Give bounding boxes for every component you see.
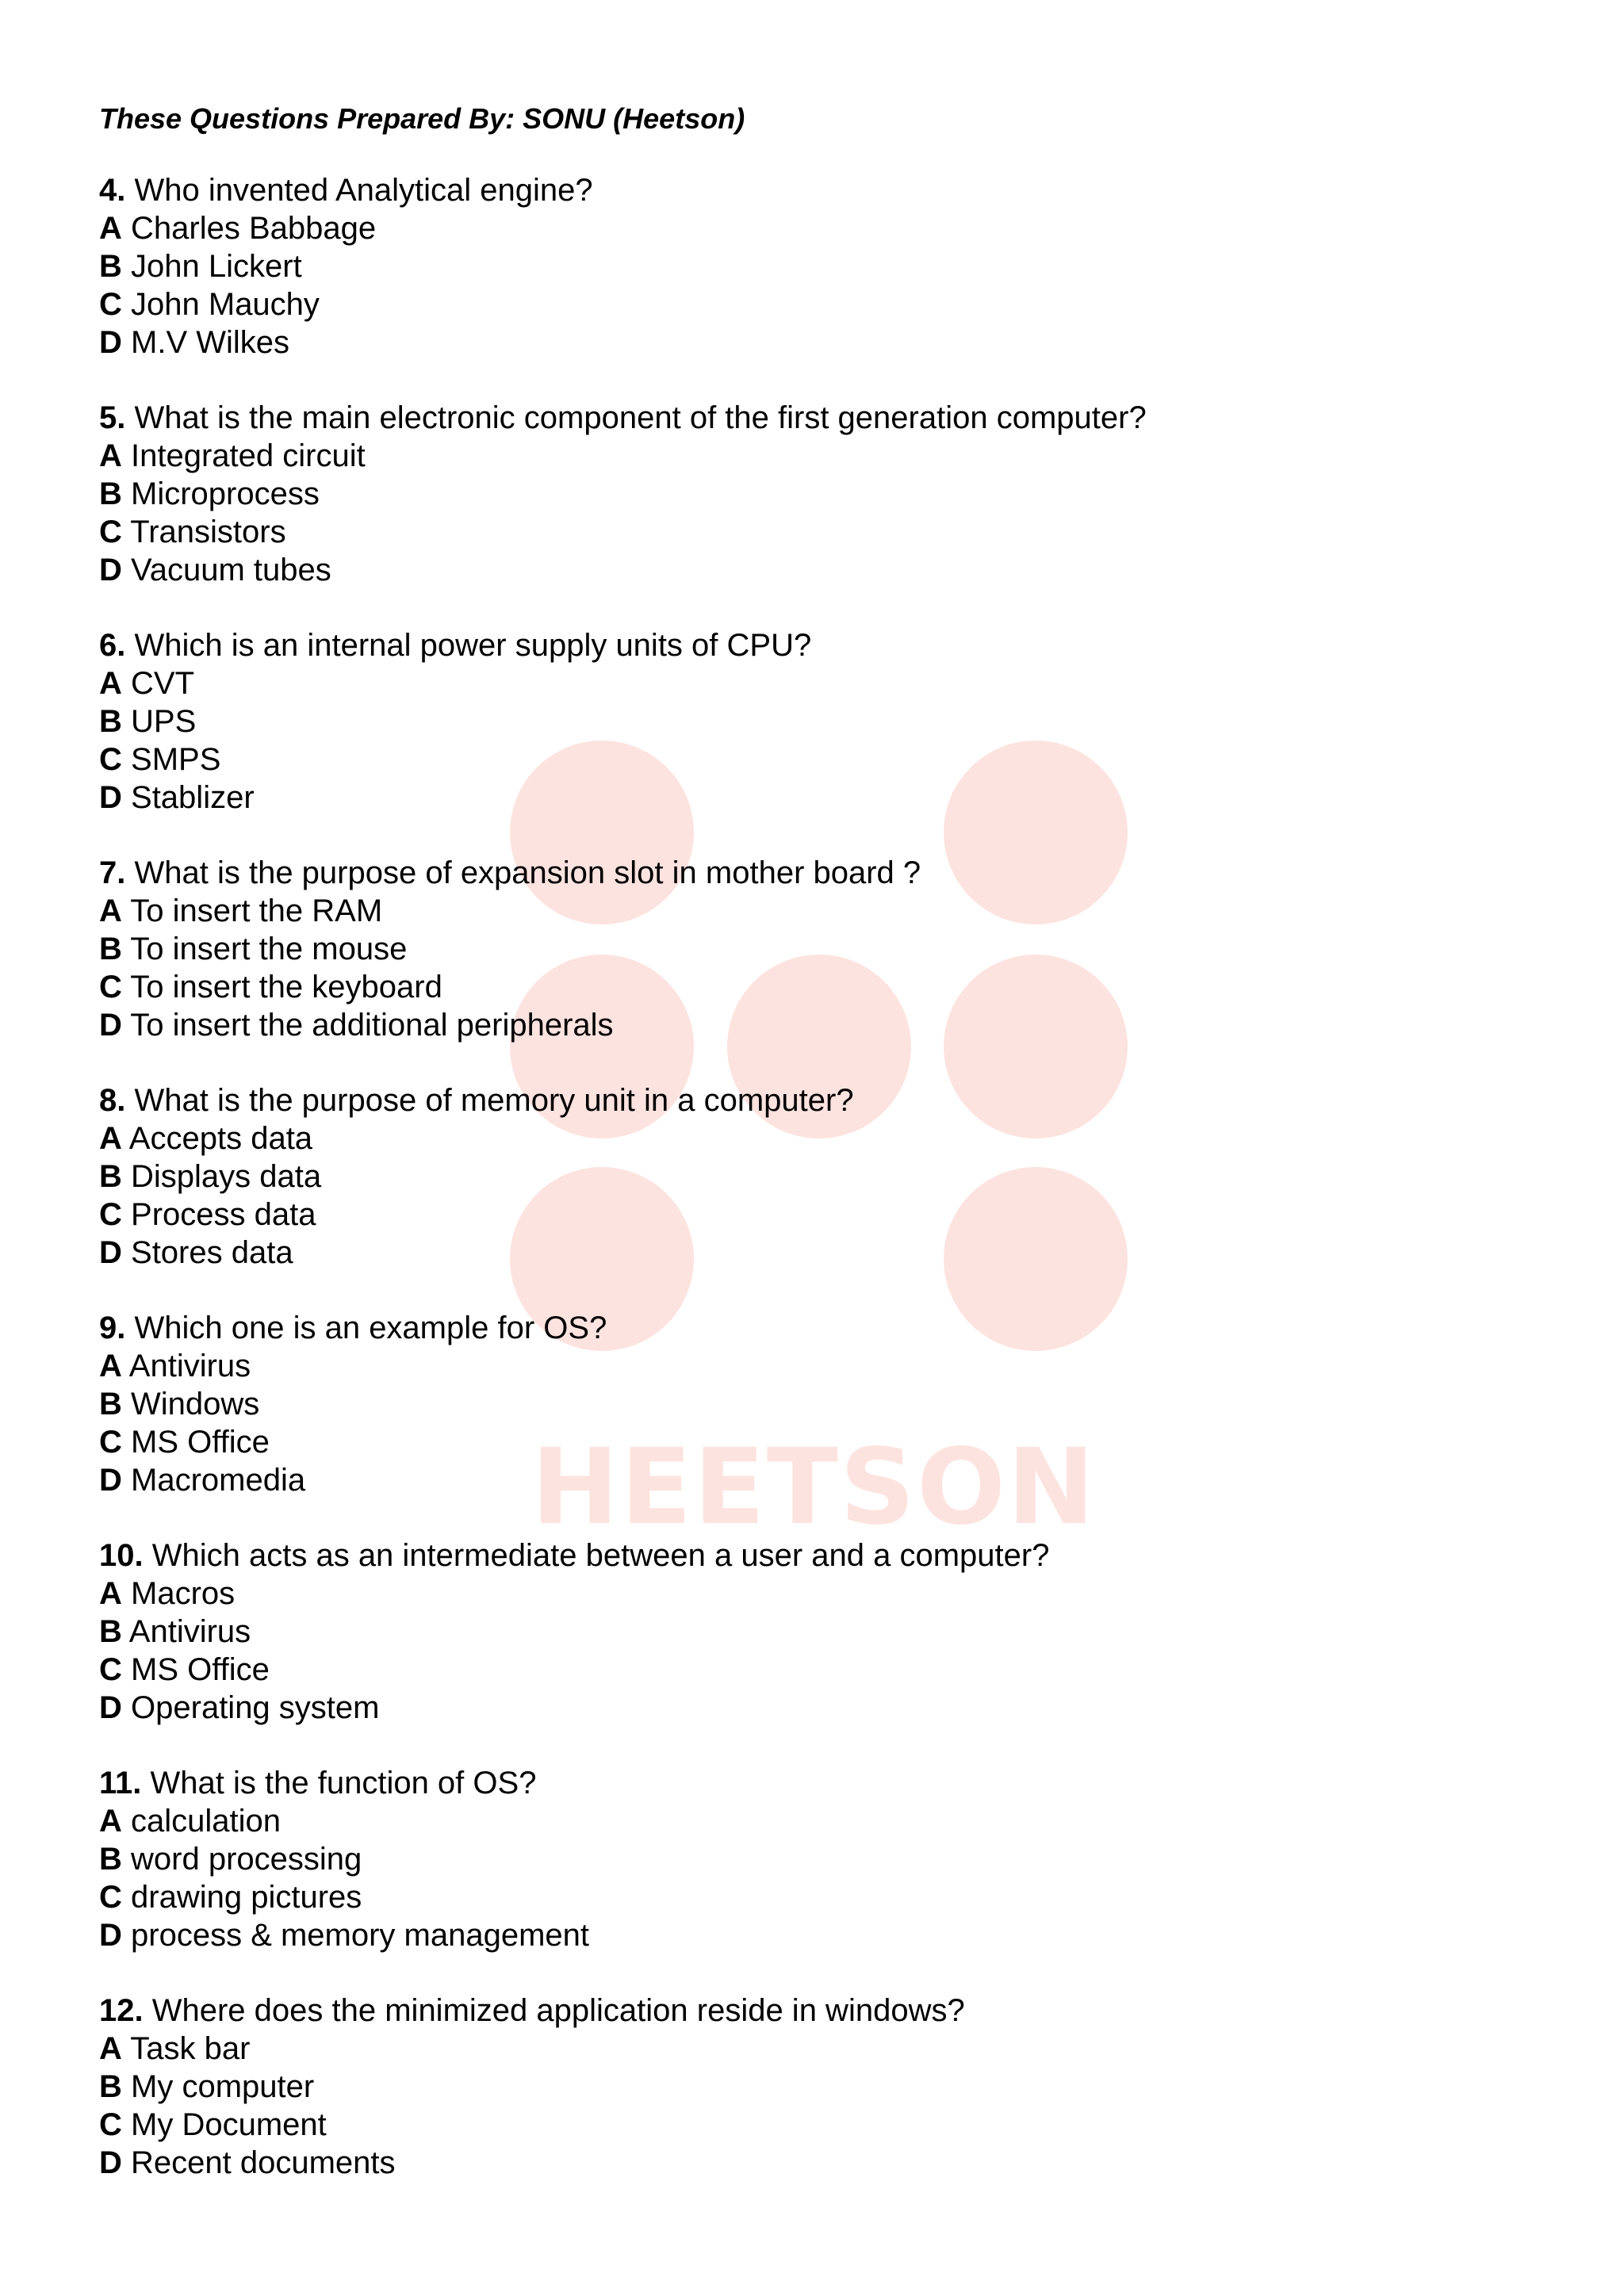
option-text: Microprocess <box>131 476 320 511</box>
question-number: 10. <box>99 1538 144 1573</box>
option-letter: B <box>99 2069 122 2104</box>
answer-option <box>99 1575 1147 1613</box>
question-text: What is the function of OS? <box>150 1766 537 1800</box>
answer-option <box>99 1385 1147 1423</box>
option-letter: B <box>99 1387 122 1422</box>
option-letter: A <box>99 1121 122 1156</box>
option-letter: B <box>99 932 122 966</box>
option-letter: D <box>99 1235 122 1270</box>
option-text: Integrated circuit <box>131 438 366 473</box>
option-text: Charles Babbage <box>131 211 377 246</box>
option-letter: D <box>99 1008 122 1043</box>
option-text: Macromedia <box>131 1463 306 1498</box>
answer-option <box>99 1196 1147 1234</box>
answer-option <box>99 1613 1147 1651</box>
option-letter: D <box>99 553 122 587</box>
option-text: Antivirus <box>128 1614 251 1649</box>
answer-option <box>99 323 1147 362</box>
answer-option <box>99 1689 1147 1727</box>
option-text: To insert the additional peripherals <box>130 1008 614 1043</box>
option-text: Recent documents <box>131 2145 396 2180</box>
answer-option <box>99 513 1147 551</box>
option-text: CVT <box>131 666 195 701</box>
question-text: What is the purpose of memory unit in a computer? <box>134 1083 854 1118</box>
option-letter: A <box>99 438 122 473</box>
answer-option <box>99 285 1147 323</box>
question-stem <box>99 626 1147 664</box>
option-letter: B <box>99 704 122 739</box>
option-text: M.V Wilkes <box>131 325 290 360</box>
option-letter: D <box>99 2145 122 2180</box>
question-stem <box>99 1992 1147 2030</box>
option-letter: C <box>99 515 122 549</box>
answer-option <box>99 247 1147 285</box>
question-block <box>99 1536 1147 1727</box>
option-text: John Mauchy <box>131 287 320 322</box>
question-stem <box>99 854 1147 892</box>
option-text: My Document <box>131 2107 327 2142</box>
option-letter: A <box>99 2031 122 2066</box>
answer-option <box>99 740 1147 779</box>
question-number: 4. <box>99 173 126 208</box>
answer-option <box>99 1006 1147 1044</box>
answer-option <box>99 1423 1147 1461</box>
option-letter: A <box>99 666 122 701</box>
option-text: Antivirus <box>128 1349 251 1383</box>
option-text: My computer <box>131 2069 315 2104</box>
answer-option <box>99 664 1147 702</box>
option-letter: A <box>99 1804 122 1839</box>
option-letter: D <box>99 325 122 360</box>
option-letter: C <box>99 1652 122 1687</box>
question-list <box>99 171 1147 2182</box>
document-content <box>99 100 1147 2219</box>
option-letter: A <box>99 894 122 928</box>
question-block <box>99 1764 1147 1954</box>
question-number: 7. <box>99 855 126 890</box>
answer-option <box>99 2106 1147 2144</box>
answer-option <box>99 1234 1147 1272</box>
option-letter: C <box>99 742 122 777</box>
option-letter: A <box>99 1349 122 1383</box>
answer-option <box>99 1119 1147 1158</box>
answer-option <box>99 1651 1147 1689</box>
option-text: process & memory management <box>131 1918 590 1953</box>
option-text: Process data <box>131 1197 316 1232</box>
question-block <box>99 399 1147 589</box>
option-text: drawing pictures <box>131 1880 362 1915</box>
option-text: Accepts data <box>128 1121 313 1156</box>
option-letter: C <box>99 287 122 322</box>
option-text: Transistors <box>130 515 286 549</box>
question-stem <box>99 171 1147 209</box>
option-letter: D <box>99 1463 122 1498</box>
option-letter: A <box>99 1576 122 1611</box>
option-letter: B <box>99 1842 122 1877</box>
option-text: Operating system <box>131 1690 380 1725</box>
answer-option <box>99 2030 1147 2068</box>
document-header: These Questions Prepared By: SONU (Heetson) <box>99 102 745 135</box>
option-letter: D <box>99 1690 122 1725</box>
question-stem <box>99 399 1147 437</box>
question-block <box>99 854 1147 1044</box>
question-text: Which is an internal power supply units of CPU? <box>134 628 812 663</box>
option-text: word processing <box>131 1842 362 1877</box>
option-letter: C <box>99 1197 122 1232</box>
answer-option <box>99 892 1147 930</box>
answer-option <box>99 475 1147 513</box>
option-letter: D <box>99 780 122 815</box>
answer-option <box>99 551 1147 589</box>
option-text: Stores data <box>131 1235 293 1270</box>
answer-option <box>99 1916 1147 1954</box>
question-number: 5. <box>99 400 126 435</box>
option-text: Windows <box>131 1387 260 1422</box>
question-stem <box>99 1081 1147 1119</box>
question-block <box>99 626 1147 817</box>
answer-option <box>99 1802 1147 1840</box>
question-number: 9. <box>99 1311 126 1345</box>
option-letter: A <box>99 211 122 246</box>
question-number: 8. <box>99 1083 126 1118</box>
option-letter: B <box>99 476 122 511</box>
question-text: What is the main electronic component of the first generation computer? <box>134 400 1147 435</box>
option-letter: C <box>99 2107 122 2142</box>
answer-option <box>99 2144 1147 2182</box>
option-text: Vacuum tubes <box>131 553 331 587</box>
option-letter: B <box>99 1159 122 1194</box>
question-block <box>99 1081 1147 1272</box>
answer-option <box>99 702 1147 740</box>
question-number: 12. <box>99 1993 144 2028</box>
option-letter: C <box>99 1425 122 1460</box>
option-text: To insert the keyboard <box>130 970 442 1004</box>
question-block <box>99 171 1147 362</box>
option-letter: D <box>99 1918 122 1953</box>
question-block <box>99 1309 1147 1499</box>
answer-option <box>99 930 1147 968</box>
option-letter: B <box>99 1614 122 1649</box>
option-text: Task bar <box>130 2031 251 2066</box>
option-text: To insert the RAM <box>130 894 383 928</box>
option-text: Macros <box>131 1576 236 1611</box>
answer-option <box>99 779 1147 817</box>
answer-option <box>99 437 1147 475</box>
option-text: SMPS <box>131 742 221 777</box>
question-stem <box>99 1309 1147 1347</box>
option-text: MS Office <box>131 1425 270 1460</box>
answer-option <box>99 1840 1147 1878</box>
answer-option <box>99 1878 1147 1916</box>
question-block <box>99 1992 1147 2182</box>
question-text: Who invented Analytical engine? <box>134 173 593 208</box>
question-number: 11. <box>99 1766 142 1800</box>
watermark-text: HEETSON <box>531 1426 1097 1548</box>
option-text: To insert the mouse <box>130 932 408 966</box>
option-text: Displays data <box>131 1159 322 1194</box>
option-letter: C <box>99 1880 122 1915</box>
answer-option <box>99 968 1147 1006</box>
option-text: UPS <box>131 704 197 739</box>
option-letter: B <box>99 249 122 284</box>
answer-option <box>99 1461 1147 1499</box>
answer-option <box>99 1158 1147 1196</box>
question-stem <box>99 1536 1147 1575</box>
answer-option <box>99 209 1147 247</box>
question-text: What is the purpose of expansion slot in mother board ? <box>134 855 921 890</box>
answer-option <box>99 1347 1147 1385</box>
option-text: calculation <box>131 1804 282 1839</box>
option-letter: C <box>99 970 122 1004</box>
answer-option <box>99 2068 1147 2106</box>
question-number: 6. <box>99 628 126 663</box>
option-text: Stablizer <box>131 780 255 815</box>
option-text: MS Office <box>131 1652 270 1687</box>
question-text: Where does the minimized application reside in windows? <box>151 1993 965 2028</box>
question-stem <box>99 1764 1147 1802</box>
question-text: Which one is an example for OS? <box>134 1311 607 1345</box>
question-text: Which acts as an intermediate between a user and a computer? <box>151 1538 1050 1573</box>
option-text: John Lickert <box>131 249 302 284</box>
